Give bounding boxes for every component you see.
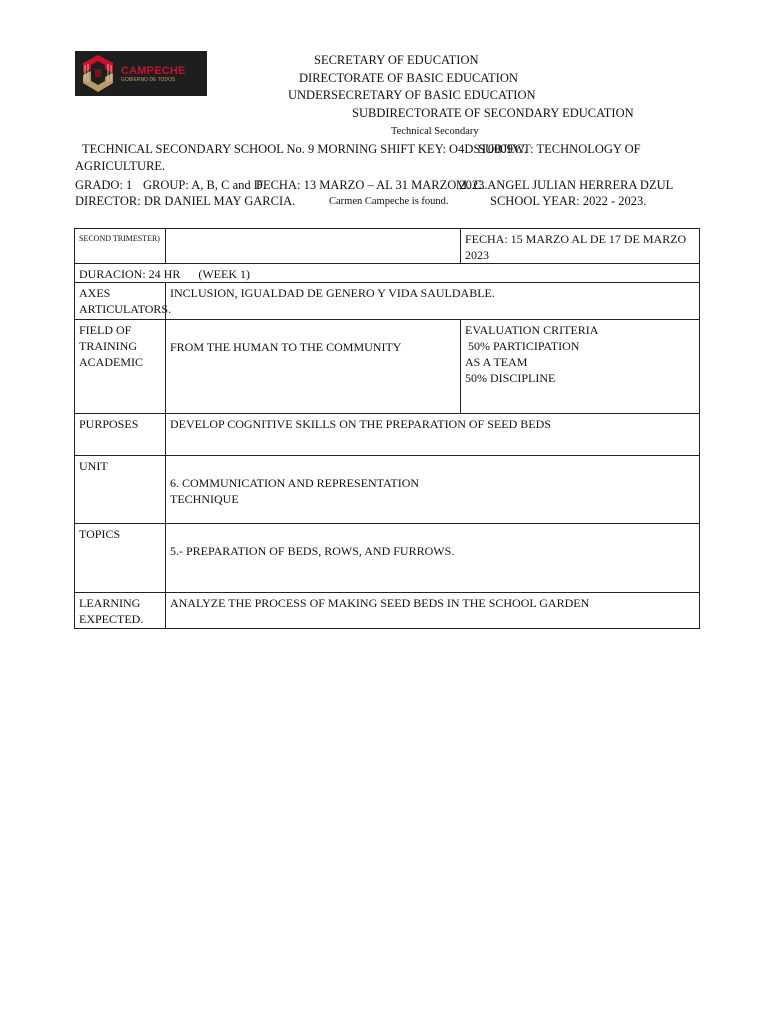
fecha-week-cell: FECHA: 15 MARZO AL DE 17 DE MARZO 2023 (461, 229, 700, 264)
school-year: SCHOOL YEAR: 2022 - 2023. (490, 194, 647, 208)
table-row-trimester (75, 229, 700, 264)
subject-line: SUBJECT: TECHNOLOGY OF (478, 142, 641, 156)
table-row-duracion (75, 264, 700, 283)
axes-value: INCLUSION, IGUALDAD DE GENERO Y VIDA SAULDABLE. (166, 283, 700, 320)
teacher-name: M. C. ANGEL JULIAN HERRERA DZUL (456, 178, 674, 192)
table-row-learning (75, 593, 700, 629)
subject-continued: AGRICULTURE. (75, 159, 166, 173)
table-row-topics (75, 524, 700, 593)
evaluation-criteria: EVALUATION CRITERIA 50% PARTICIPATION AS A TEAM 50% DISCIPLINE (461, 320, 700, 414)
field-value: FROM THE HUMAN TO THE COMMUNITY (166, 320, 461, 414)
header-line-subdirectorate: SUBDIRECTORATE OF SECONDARY EDUCATION (352, 106, 634, 120)
purposes-label: PURPOSES (75, 414, 166, 456)
axes-label: AXES ARTICULATORS. (75, 283, 166, 320)
logo-subtitle: GOBIERNO DE TODOS (121, 76, 176, 83)
field-label: FIELD OF TRAINING ACADEMIC (75, 320, 166, 414)
trimester-cell: SECOND TRIMESTER) (75, 229, 166, 264)
duracion-cell: DURACION: 24 HR (WEEK 1) (75, 264, 700, 283)
table-row-unit (75, 456, 700, 524)
fecha-range-field: FECHA: 13 MARZO – AL 31 MARZO 2023. (256, 178, 488, 192)
topics-label: TOPICS (75, 524, 166, 593)
unit-label: UNIT (75, 456, 166, 524)
campeche-logo (75, 51, 207, 96)
director-name: DIRECTOR: DR DANIEL MAY GARCIA. (75, 194, 296, 208)
grado-field: GRADO: 1 (75, 178, 133, 192)
topics-value: 5.- PREPARATION OF BEDS, ROWS, AND FURROWS. (166, 524, 700, 593)
group-field: GROUP: A, B, C and D. (143, 178, 266, 192)
table-row-axes (75, 283, 700, 320)
table-row-field (75, 320, 700, 414)
learning-label: LEARNING EXPECTED. (75, 593, 166, 629)
table-row-purposes (75, 414, 700, 456)
header-line-technical-secondary: Technical Secondary (391, 126, 479, 137)
unit-value: 6. COMMUNICATION AND REPRESENTATION TECHNIQUE (166, 456, 700, 524)
planning-table (74, 228, 700, 629)
logo-title: CAMPECHE (121, 64, 186, 77)
trimester-blank-cell (166, 229, 461, 264)
learning-value: ANALYZE THE PROCESS OF MAKING SEED BEDS IN THE SCHOOL GARDEN (166, 593, 700, 629)
header-line-secretary: SECRETARY OF EDUCATION (314, 53, 479, 67)
campeche-emblem-icon (77, 51, 119, 96)
header-line-undersecretary: UNDERSECRETARY OF BASIC EDUCATION (288, 88, 536, 102)
purposes-value: DEVELOP COGNITIVE SKILLS ON THE PREPARATION OF SEED BEDS (166, 414, 700, 456)
location-text: Carmen Campeche is found. (329, 196, 449, 207)
school-key-line: TECHNICAL SECONDARY SCHOOL No. 9 MORNING SHIFT KEY: O4DST0009W. (82, 142, 527, 156)
header-line-directorate: DIRECTORATE OF BASIC EDUCATION (299, 71, 518, 85)
